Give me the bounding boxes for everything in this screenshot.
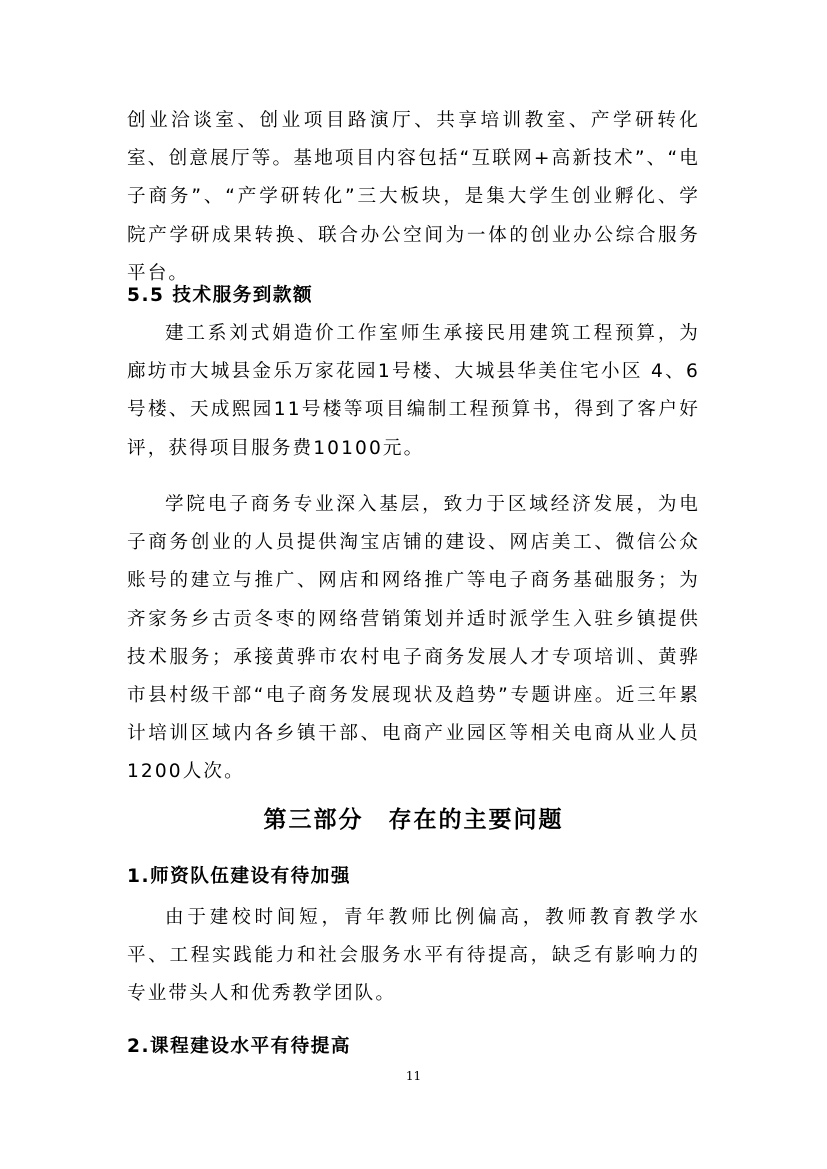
issue-2-heading: 2.课程建设水平有待提高 — [127, 1036, 351, 1057]
intro-continuation-paragraph: 创业洽谈室、创业项目路演厅、共享培训教室、产学研转化室、创意展厅等。基地项目内容包括“互联网+高新技术”、“电子商务”、“产学研转化”三大板块，是集大学生创业孵化、学院产学研成果转换、联合办公空间为一体的创业办公综合服务平台。 — [127, 110, 700, 284]
part-3-title: 第三部分 存在的主要问题 — [263, 807, 564, 833]
section-5-5-paragraph-2: 学院电子商务专业深入基层，致力于区域经济发展，为电子商务创业的人员提供淘宝店铺的建设、网店美工、微信公众账号的建立与推广、网店和网络推广等电子商务基础服务；为齐家务乡古贡冬枣的网络营销策划并适时派学生入驻乡镇提供技术服务；承接黄骅市农村电子商务发展人才专项培训、黄骅市县村级干部“电子商务发展现状及趋势”专题讲座。近三年累计培训区域内各乡镇干部、电商产业园区等相关电商从业人员1200人次。 — [127, 494, 700, 783]
section-5-5-paragraph-1: 建工系刘式娟造价工作室师生承接民用建筑工程预算，为廊坊市大城县金乐万家花园1号楼、大城县华美住宅小区 4、6号楼、天成熙园11号楼等项目编制工程预算书，得到了客户好评，获得项目服务费10100元。 — [127, 323, 700, 459]
issue-1-heading: 1.师资队伍建设有待加强 — [127, 866, 351, 887]
issue-1-paragraph: 由于建校时间短，青年教师比例偏高，教师教育教学水平、工程实践能力和社会服务水平有待提高，缺乏有影响力的专业带头人和优秀教学团队。 — [127, 907, 700, 1005]
page-number: 11 — [405, 1069, 422, 1083]
section-5-5-heading: 5.5 技术服务到款额 — [127, 285, 314, 306]
